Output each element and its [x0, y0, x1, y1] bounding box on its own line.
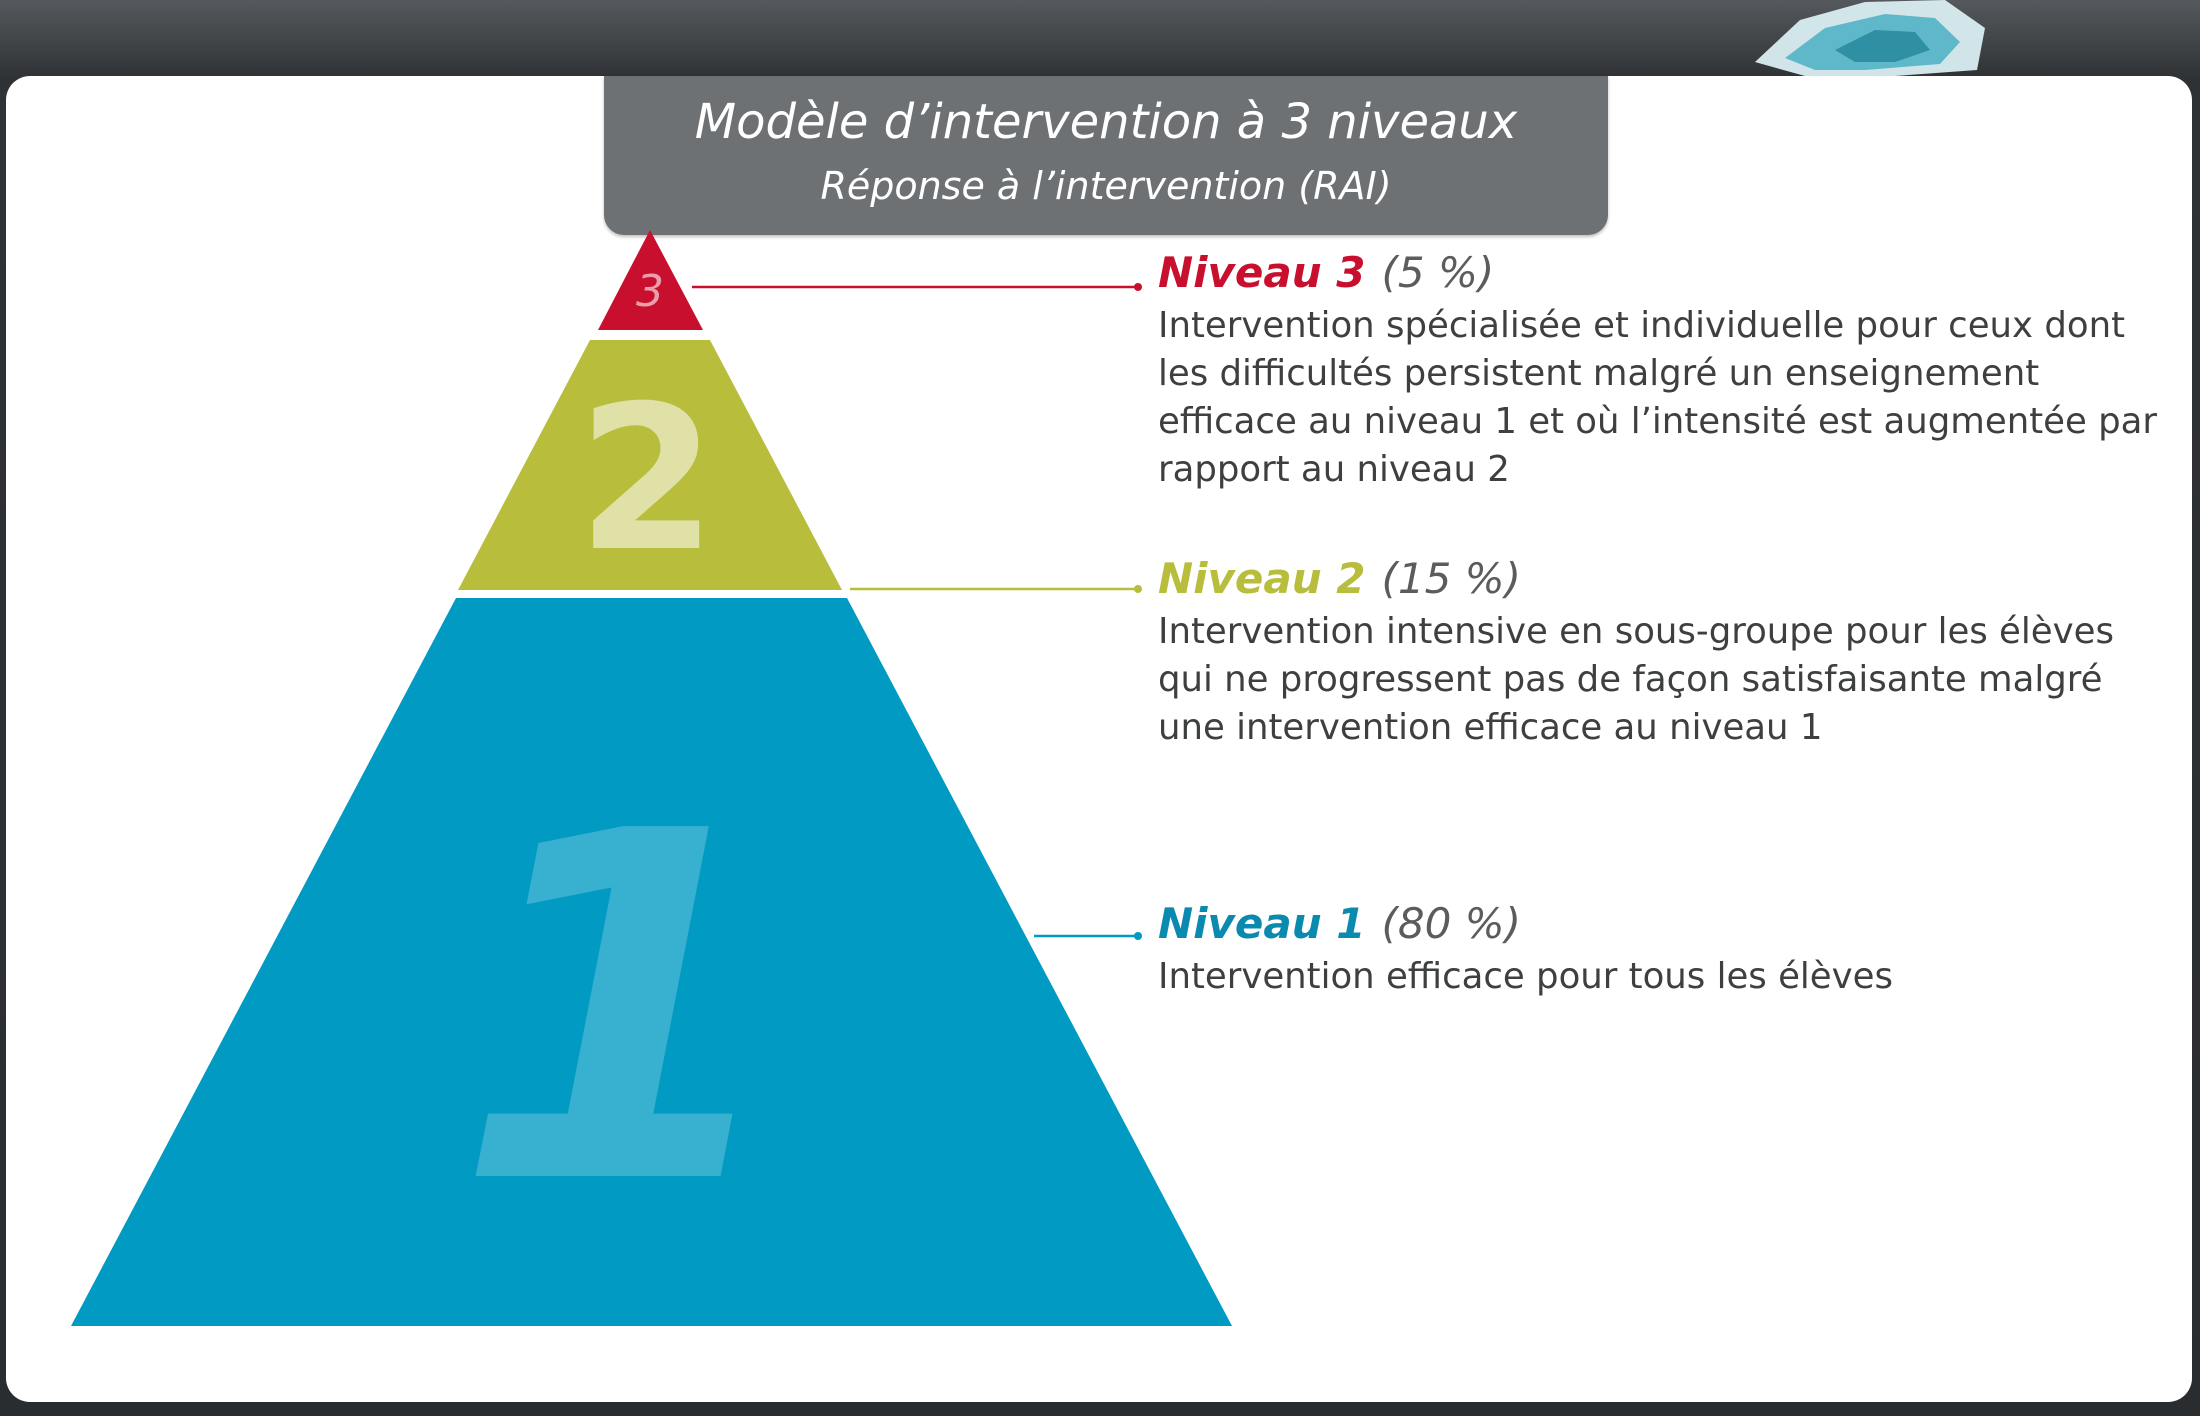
level-2-name: Niveau 2 — [1158, 554, 1366, 603]
pyramid-level-2-number: 2 — [577, 363, 717, 596]
level-2-description: Intervention intensive en sous-groupe pour les élèves qui ne progressent pas de façon satisfaisante malgré une intervention efficace au niveau 1 — [1158, 611, 2114, 748]
level-1-name: Niveau 1 — [1158, 899, 1366, 948]
connector-level-2-dot — [1134, 585, 1142, 593]
level-1-legend — [1158, 895, 2158, 1001]
diagram-title: Modèle d’intervention à 3 niveaux — [694, 94, 1518, 150]
connector-level-1-dot — [1134, 932, 1142, 940]
level-1-description: Intervention efficace pour tous les élèves — [1158, 956, 1893, 997]
connector-level-3-dot — [1134, 283, 1142, 291]
level-1-percent: (80 %) — [1381, 899, 1521, 948]
level-2-legend — [1158, 550, 2158, 752]
pyramid-level-3-number: 3 — [636, 266, 664, 317]
level-3-legend — [1158, 244, 2158, 494]
decorative-corner-image — [1745, 0, 2030, 76]
level-3-description: Intervention spécialisée et individuelle pour ceux dont les difficultés persistent malgré un enseignement efficace au niveau 1 et où l’intensité est augmentée par rapport au niveau 2 — [1158, 305, 2157, 490]
pyramid-level-1-number: 1 — [455, 731, 789, 1290]
diagram-subtitle: Réponse à l’intervention (RAI) — [820, 164, 1392, 208]
level-3-name: Niveau 3 — [1158, 248, 1366, 297]
level-3-percent: (5 %) — [1381, 248, 1495, 297]
level-2-percent: (15 %) — [1381, 554, 1521, 603]
